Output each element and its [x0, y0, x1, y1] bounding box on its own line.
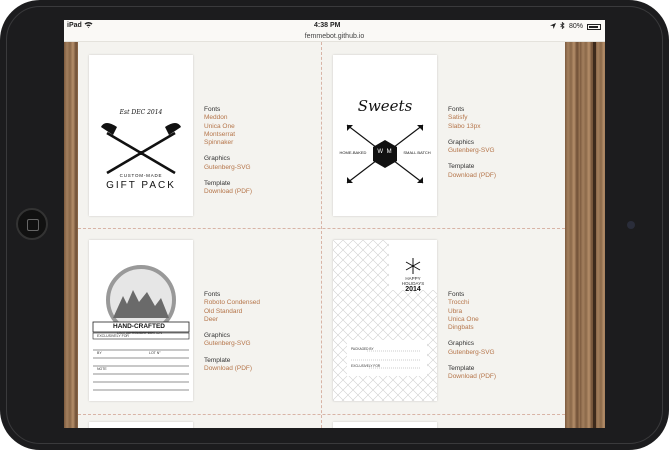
font-link[interactable]: Spinnaker — [204, 139, 234, 147]
download-pdf-link[interactable]: Download (PDF) — [448, 373, 497, 381]
gift-pack-details — [204, 106, 252, 197]
holidays-text: HOLIDAYS — [401, 281, 425, 286]
hand-crafted-by: BY — [97, 351, 102, 355]
font-link[interactable]: Deer — [204, 315, 219, 323]
graphics-heading: Graphics — [448, 340, 475, 348]
gift-pack-est: Est DEC 2014 — [119, 109, 163, 116]
label-card-gift-pack[interactable] — [89, 55, 193, 216]
font-link[interactable]: Trocchi — [448, 299, 470, 307]
font-link[interactable]: Montserrat — [204, 130, 236, 138]
label-card-hand-crafted[interactable] — [89, 240, 193, 401]
graphics-link[interactable]: Gutenberg-SVG — [204, 163, 251, 171]
label-card-partial[interactable] — [333, 422, 437, 428]
hand-crafted-artwork — [89, 240, 193, 401]
packaged-by: PACKAGED BY — [351, 347, 374, 351]
exclusively-for: EXCLUSIVELY FOR — [351, 364, 381, 368]
template-heading: Template — [204, 356, 231, 364]
graphics-heading: Graphics — [204, 155, 231, 163]
download-pdf-link[interactable]: Download (PDF) — [204, 365, 253, 373]
fonts-heading: Fonts — [448, 106, 465, 113]
sweets-home-baked: HOME-BAKED — [339, 150, 367, 155]
graphics-link[interactable]: Gutenberg-SVG — [204, 340, 251, 348]
download-pdf-link[interactable]: Download (PDF) — [448, 171, 497, 179]
font-link[interactable]: Roboto Condensed — [204, 299, 261, 307]
device-label: iPad — [67, 22, 82, 29]
clock: 4:38 PM — [314, 22, 341, 29]
hand-crafted-title: HAND-CRAFTED — [113, 323, 165, 330]
hand-crafted-lot: LOT N° — [149, 351, 161, 355]
sweets-monogram: W M — [377, 149, 393, 155]
fonts-heading: Fonts — [204, 291, 221, 298]
graphics-link[interactable]: Gutenberg-SVG — [448, 147, 495, 155]
label-card-sweets[interactable] — [333, 55, 437, 216]
row-divider — [78, 414, 565, 415]
hand-crafted-note: NOTE — [97, 367, 107, 371]
template-heading: Template — [204, 180, 231, 188]
happy-text: HAPPY — [405, 276, 421, 281]
template-heading: Template — [448, 163, 475, 171]
font-link[interactable]: Meddon — [204, 114, 228, 122]
year-text: 2014 — [405, 286, 421, 293]
sweets-artwork — [333, 55, 437, 216]
font-link[interactable]: Unica One — [204, 122, 235, 130]
sweets-title: Sweets — [357, 97, 413, 115]
column-divider — [321, 42, 322, 428]
font-link[interactable]: Old Standard — [204, 307, 243, 315]
hand-crafted-exclusively: EXCLUSIVELY FOR — [97, 334, 129, 338]
label-card-partial[interactable] — [89, 422, 193, 428]
label-card-happy-holidays[interactable] — [333, 240, 437, 401]
bluetooth-icon — [560, 22, 565, 31]
happy-holidays-artwork — [333, 240, 437, 401]
wood-border-left — [64, 42, 78, 428]
font-link[interactable]: Satisfy — [448, 114, 468, 122]
home-button[interactable] — [16, 208, 48, 240]
wifi-icon — [84, 21, 93, 30]
url-text: femmebot.github.io — [304, 33, 365, 40]
location-icon — [550, 23, 556, 31]
wood-border-right — [565, 42, 605, 428]
graphics-heading: Graphics — [204, 332, 231, 340]
download-pdf-link[interactable]: Download (PDF) — [204, 188, 253, 196]
status-right — [550, 22, 601, 31]
font-link[interactable]: Dingbats — [448, 324, 474, 332]
fonts-heading: Fonts — [204, 106, 221, 113]
battery-icon — [587, 24, 601, 30]
status-bar — [64, 20, 605, 32]
hand-crafted-details — [204, 291, 260, 373]
sweets-details — [448, 106, 496, 180]
page-content — [78, 42, 565, 428]
hand-crafted-subtitle: LIMITED HOLIDAY EDITION — [117, 331, 162, 335]
screen — [64, 20, 605, 428]
font-link[interactable]: Unica One — [448, 315, 479, 323]
gift-pack-artwork — [89, 55, 193, 216]
battery-percent: 80% — [568, 23, 583, 30]
font-link[interactable]: Slabo 13px — [448, 122, 481, 130]
fonts-heading: Fonts — [448, 291, 465, 298]
camera-icon — [627, 221, 635, 229]
gift-pack-subtitle: CUSTOM-MADE — [119, 173, 163, 178]
graphics-heading: Graphics — [448, 138, 475, 146]
gift-pack-title: GIFT PACK — [106, 180, 176, 191]
url-bar[interactable] — [64, 32, 605, 42]
sweets-small-batch: SMALL BATCH — [403, 150, 431, 155]
graphics-link[interactable]: Gutenberg-SVG — [448, 348, 495, 356]
row-divider — [78, 228, 565, 229]
happy-holidays-details — [448, 291, 496, 382]
template-heading: Template — [448, 365, 475, 373]
font-link[interactable]: Ubra — [448, 307, 463, 315]
